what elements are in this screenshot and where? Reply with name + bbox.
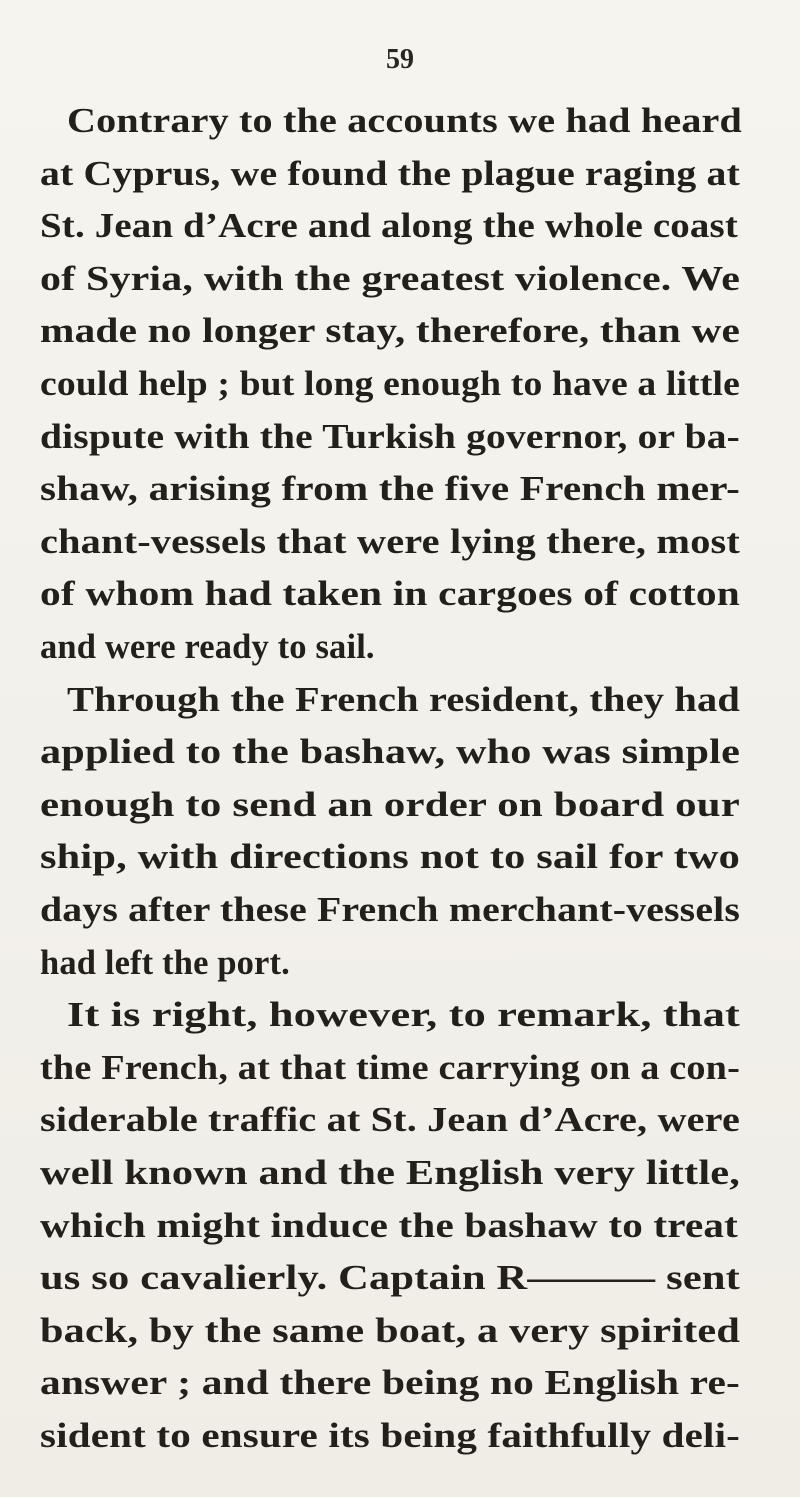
text-line-18 (0, 996, 800, 1046)
text-line-10 (0, 575, 800, 625)
text-line-1 (0, 102, 800, 152)
text-line-5 (0, 312, 800, 362)
text-line-2 (0, 155, 800, 205)
text-line-content: shaw, arising from the five French mer- (40, 470, 741, 509)
text-line-content: well known and the English very little, (40, 1154, 741, 1192)
text-line-16 (0, 891, 800, 941)
text-line-22 (0, 1207, 800, 1257)
text-line-content: at Cyprus, we found the plague raging at (40, 154, 740, 193)
text-line-content: It is right, however, to remark, that (67, 996, 741, 1035)
text-line-7 (0, 418, 800, 468)
text-line-content: made no longer stay, therefore, than we (40, 312, 740, 351)
text-line-content: and were ready to sail. (40, 628, 375, 666)
text-line-content: which might induce the bashaw to treat (40, 1206, 738, 1245)
text-line-content: chant-vessels that were lying there, most (40, 522, 740, 561)
text-line-content: the French, at that time carrying on a con- (40, 1048, 741, 1087)
text-line-content: ship, with directions not to sail for two (40, 838, 740, 877)
text-line-content: Through the French resident, they had (67, 680, 741, 719)
text-line-19 (0, 1049, 800, 1099)
text-line-content: St. Jean d’Acre and along the whole coast (40, 207, 739, 246)
text-line-8 (0, 470, 800, 520)
text-line-content: of whom had taken in cargoes of cotton (40, 575, 740, 614)
text-line-content: of Syria, with the greatest violence. We (40, 259, 740, 298)
text-line-23 (0, 1259, 800, 1309)
text-line-20 (0, 1101, 800, 1151)
text-line-content: dispute with the Turkish governor, or ba- (40, 417, 741, 456)
text-line-12 (0, 681, 800, 731)
text-line-3 (0, 207, 800, 257)
text-line-content: us so cavalierly. Captain R——— sent (40, 1259, 740, 1298)
text-line-content: sident to ensure its being faithfully deli- (40, 1417, 740, 1455)
text-line-content: applied to the bashaw, who was simple (40, 733, 741, 772)
text-line-content: Contrary to the accounts we had heard (67, 102, 743, 140)
text-line-13 (0, 733, 800, 783)
text-line-26 (0, 1417, 800, 1467)
text-line-14 (0, 786, 800, 836)
text-line-content: had left the port. (40, 943, 290, 982)
page-number: 59 (386, 44, 414, 75)
text-line-25 (0, 1364, 800, 1414)
text-line-6 (0, 365, 800, 415)
text-line-content: back, by the same boat, a very spirited (40, 1311, 740, 1350)
text-line-15 (0, 838, 800, 888)
text-line-24 (0, 1312, 800, 1362)
text-line-content: could help ; but long enough to have a little (40, 365, 741, 403)
text-line-9 (0, 523, 800, 573)
text-line-content: answer ; and there being no English re- (40, 1364, 740, 1403)
text-line-17 (0, 944, 800, 994)
text-line-content: siderable traffic at St. Jean d’Acre, were (40, 1101, 740, 1140)
text-line-content: enough to send an order on board our (40, 785, 741, 824)
text-line-21 (0, 1154, 800, 1204)
text-line-4 (0, 260, 800, 310)
text-line-content: days after these French merchant-vessels (40, 891, 740, 929)
text-line-11 (0, 628, 800, 678)
